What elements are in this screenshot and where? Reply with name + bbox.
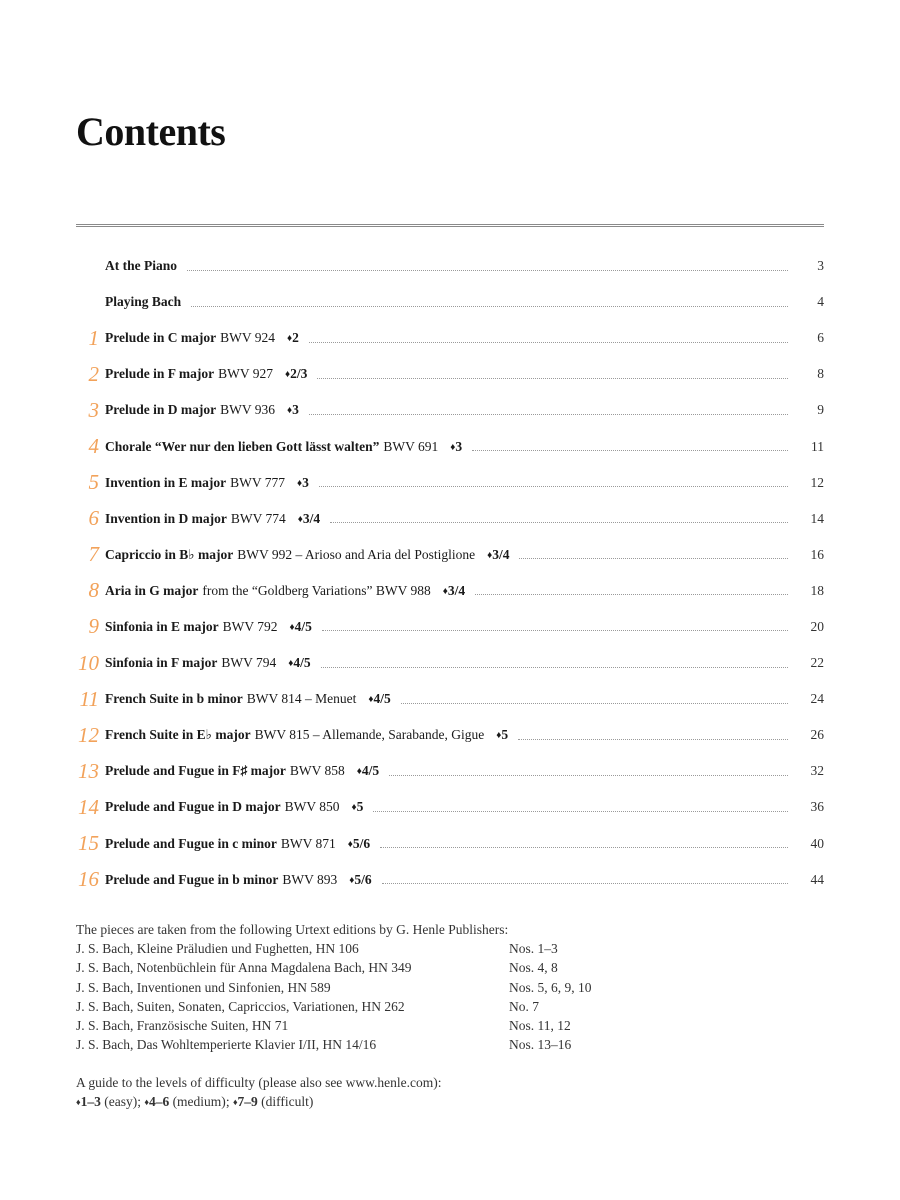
source-numbers: Nos. 13–16	[509, 1037, 572, 1053]
entry-text	[105, 872, 372, 888]
toc-entry[interactable]	[76, 248, 824, 284]
toc-entry[interactable]	[76, 356, 824, 392]
difficulty-level	[285, 366, 307, 381]
diamond-icon: ♦	[76, 1097, 81, 1108]
source-numbers: Nos. 11, 12	[509, 1018, 571, 1034]
source-edition: J. S. Bach, Das Wohltemperierte Klavier I/II, HN 14/16	[76, 1037, 377, 1053]
dot-leader	[330, 522, 788, 523]
diamond-icon: ♦	[347, 838, 353, 850]
level-separator: ;	[137, 1094, 141, 1110]
toc-entry[interactable]	[76, 609, 824, 645]
entry-text	[105, 655, 311, 671]
difficulty-value: 5/6	[354, 871, 372, 887]
entry-title: Prelude in D major	[105, 402, 217, 418]
diamond-icon: ♦	[351, 802, 357, 814]
toc-entry[interactable]	[76, 320, 824, 356]
diamond-icon: ♦	[487, 549, 493, 561]
toc-entry[interactable]	[76, 681, 824, 717]
diamond-icon: ♦	[356, 766, 362, 778]
difficulty-value: 5	[501, 727, 509, 743]
toc-entry[interactable]	[76, 501, 824, 537]
level-label: (difficult)	[261, 1094, 314, 1110]
entry-text	[105, 763, 379, 779]
entry-text	[105, 727, 508, 743]
difficulty-value: 4/5	[294, 618, 312, 634]
sources-table	[76, 939, 592, 1054]
entry-title: Prelude and Fugue in D major	[105, 799, 281, 815]
entry-number: 6	[88, 506, 99, 531]
toc-entry[interactable]	[76, 862, 824, 898]
dot-leader	[317, 378, 788, 379]
level-label: (medium)	[172, 1094, 226, 1110]
entry-text	[105, 294, 181, 310]
dot-leader	[519, 558, 788, 559]
source-numbers: Nos. 4, 8	[509, 960, 558, 976]
toc-entry[interactable]	[76, 826, 824, 862]
page-number: 16	[810, 546, 824, 562]
entry-number: 9	[88, 614, 99, 639]
entry-number: 15	[78, 831, 99, 856]
level-separator: ;	[225, 1094, 230, 1110]
page-number: 8	[817, 366, 824, 382]
difficulty-level	[290, 619, 312, 634]
entry-text	[105, 619, 312, 635]
diamond-icon: ♦	[287, 333, 293, 345]
difficulty-value: 3	[302, 474, 309, 490]
dot-leader	[518, 739, 788, 740]
page-number: 18	[810, 582, 824, 598]
difficulty-level	[496, 727, 508, 742]
source-numbers: Nos. 5, 6, 9, 10	[509, 979, 592, 995]
entry-text	[105, 330, 299, 346]
entry-number: 7	[88, 542, 99, 567]
entry-title: Aria in G major	[105, 582, 199, 598]
entry-number: 3	[88, 397, 99, 422]
difficulty-level	[357, 763, 379, 778]
dot-leader	[373, 811, 788, 812]
level-range: 4–6	[148, 1094, 170, 1110]
entry-text	[105, 402, 299, 418]
toc-entry[interactable]	[76, 645, 824, 681]
dot-leader	[475, 594, 788, 595]
source-row	[76, 939, 592, 958]
diamond-icon: ♦	[144, 1097, 149, 1108]
page-number: 22	[810, 655, 824, 671]
difficulty-value: 4/5	[293, 655, 311, 671]
source-edition: J. S. Bach, Kleine Präludien und Fughetten, HN 106	[76, 941, 359, 957]
page-number: 32	[810, 763, 824, 779]
dot-leader	[382, 883, 788, 884]
entry-number: 1	[88, 325, 99, 350]
diamond-icon: ♦	[297, 477, 303, 489]
difficulty-value: 4/5	[373, 691, 391, 707]
level-range: 1–3	[80, 1094, 101, 1110]
entry-catalogue: BWV 850	[284, 799, 340, 815]
entry-catalogue: BWV 691	[383, 438, 439, 454]
level-label: (easy)	[104, 1094, 138, 1110]
entry-catalogue: BWV 815 – Allemande, Sarabande, Gigue	[254, 727, 485, 743]
difficulty-level	[298, 511, 320, 526]
entry-title: Invention in D major	[105, 510, 227, 526]
level-range: 7–9	[237, 1094, 258, 1110]
diamond-icon: ♦	[442, 585, 448, 597]
entry-catalogue: BWV 924	[220, 330, 276, 346]
entry-title: Prelude and Fugue in c minor	[105, 835, 277, 851]
entry-number: 14	[78, 794, 99, 819]
page-number: 24	[810, 691, 824, 707]
page-title: Contents	[76, 109, 226, 154]
entry-catalogue: BWV 871	[280, 835, 336, 851]
difficulty-level	[352, 799, 364, 814]
entry-text	[105, 691, 391, 707]
entry-title: Playing Bach	[105, 294, 182, 310]
dot-leader	[191, 306, 788, 307]
source-edition: J. S. Bach, Inventionen und Sinfonien, HN 589	[76, 979, 331, 995]
diamond-icon: ♦	[232, 1097, 238, 1108]
toc-entry[interactable]	[76, 789, 824, 825]
page-number: 11	[811, 438, 824, 454]
toc-entry[interactable]	[76, 392, 824, 428]
entry-catalogue: BWV 927	[218, 366, 273, 382]
source-row	[76, 1035, 592, 1054]
difficulty-level	[287, 402, 299, 417]
difficulty-value: 3/4	[492, 546, 510, 562]
entry-catalogue: from the “Goldberg Variations” BWV 988	[202, 582, 431, 598]
toc-entry[interactable]	[76, 465, 824, 501]
difficulty-intro: A guide to the levels of difficulty (please also see www.henle.com):	[76, 1075, 442, 1090]
entry-number: 11	[79, 686, 99, 711]
entry-text	[105, 547, 509, 563]
difficulty-level	[443, 583, 465, 598]
entry-title: French Suite in E♭ major	[105, 727, 251, 743]
difficulty-level	[450, 439, 462, 454]
dot-leader	[380, 847, 788, 848]
difficulty-value: 2/3	[290, 366, 308, 382]
source-row	[76, 1016, 592, 1035]
entry-catalogue: BWV 936	[220, 402, 276, 418]
difficulty-level	[287, 330, 299, 345]
page-number: 4	[817, 294, 824, 310]
source-edition: J. S. Bach, Französische Suiten, HN 71	[76, 1018, 289, 1034]
entry-catalogue: BWV 992 – Arioso and Aria del Postiglione	[237, 546, 476, 562]
diamond-icon: ♦	[496, 730, 502, 742]
difficulty-level	[487, 547, 509, 562]
page-number: 6	[817, 330, 824, 346]
entry-text	[105, 439, 462, 455]
dot-leader	[309, 342, 788, 343]
difficulty-value: 3/4	[302, 510, 321, 526]
entry-number: 12	[78, 722, 99, 747]
page-number: 40	[810, 835, 824, 851]
source-edition: J. S. Bach, Notenbüchlein für Anna Magdalena Bach, HN 349	[76, 960, 412, 976]
dot-leader	[187, 270, 788, 271]
dot-leader	[401, 703, 788, 704]
toc-entry[interactable]	[76, 428, 824, 464]
diamond-icon: ♦	[285, 369, 291, 381]
diamond-icon: ♦	[450, 441, 456, 453]
toc-entry[interactable]	[76, 284, 824, 320]
difficulty-value: 5/6	[352, 835, 371, 851]
difficulty-level	[348, 836, 370, 851]
difficulty-value: 3	[455, 438, 463, 454]
entry-number: 5	[88, 470, 99, 495]
diamond-icon: ♦	[349, 874, 355, 886]
dot-leader	[472, 450, 788, 451]
sources-section	[76, 920, 636, 1054]
entry-title: Invention in E major	[105, 474, 227, 490]
diamond-icon: ♦	[368, 694, 374, 706]
dot-leader	[309, 414, 788, 415]
entry-title: Capriccio in B♭ major	[105, 546, 234, 562]
entry-catalogue: BWV 794	[221, 655, 277, 671]
dot-leader	[389, 775, 788, 776]
toc-entry[interactable]	[76, 573, 824, 609]
entry-title: Prelude and Fugue in b minor	[105, 871, 279, 887]
source-numbers: No. 7	[509, 998, 539, 1014]
entry-number: 13	[78, 758, 99, 783]
entry-title: Prelude and Fugue in F♯ major	[105, 763, 286, 779]
difficulty-value: 3/4	[447, 582, 466, 598]
entry-text	[105, 836, 370, 852]
source-row	[76, 978, 592, 997]
toc-entry[interactable]	[76, 717, 824, 753]
difficulty-level	[288, 655, 310, 670]
page-number: 9	[817, 402, 824, 418]
difficulty-guide	[76, 1073, 676, 1112]
entry-catalogue: BWV 858	[289, 763, 345, 779]
dot-leader	[319, 486, 788, 487]
entry-catalogue: BWV 774	[230, 510, 286, 526]
table-of-contents	[76, 248, 824, 898]
page-number: 14	[810, 510, 824, 526]
entry-title: French Suite in b minor	[105, 691, 243, 707]
toc-entry[interactable]	[76, 537, 824, 573]
dot-leader	[322, 630, 788, 631]
entry-title: Prelude in F major	[105, 366, 215, 382]
difficulty-value: 2	[292, 330, 299, 346]
entry-text	[105, 799, 363, 815]
entry-title: Sinfonia in F major	[105, 655, 218, 671]
entry-number: 2	[88, 361, 99, 386]
entry-catalogue: BWV 814 – Menuet	[246, 691, 357, 707]
source-row	[76, 958, 592, 977]
entry-text	[105, 583, 465, 599]
entry-title: At the Piano	[105, 258, 177, 274]
difficulty-value: 4/5	[361, 763, 380, 779]
page-number: 3	[817, 258, 824, 274]
difficulty-level	[297, 475, 309, 490]
entry-text	[105, 258, 177, 274]
dot-leader	[321, 667, 788, 668]
source-row	[76, 997, 592, 1016]
difficulty-value: 3	[292, 402, 299, 418]
entry-catalogue: BWV 777	[230, 474, 286, 490]
source-numbers: Nos. 1–3	[509, 941, 558, 957]
entry-title: Chorale “Wer nur den lieben Gott lässt walten”	[105, 438, 380, 454]
difficulty-value: 5	[356, 799, 364, 815]
diamond-icon: ♦	[289, 621, 295, 633]
page-number: 12	[810, 474, 824, 490]
entry-number: 4	[88, 434, 99, 459]
toc-entry[interactable]	[76, 753, 824, 789]
page-number: 44	[810, 871, 824, 887]
entry-title: Prelude in C major	[105, 330, 217, 346]
page-number: 36	[810, 799, 824, 815]
entry-text	[105, 511, 320, 527]
sources-intro: The pieces are taken from the following Urtext editions by G. Henle Publishers:	[76, 922, 509, 937]
entry-number: 8	[88, 578, 99, 603]
entry-text	[105, 366, 307, 382]
difficulty-levels	[76, 1092, 676, 1112]
entry-title: Sinfonia in E major	[105, 618, 219, 634]
source-edition: J. S. Bach, Suiten, Sonaten, Capriccios, Variationen, HN 262	[76, 998, 405, 1014]
entry-catalogue: BWV 893	[282, 871, 338, 887]
entry-catalogue: BWV 792	[222, 618, 278, 634]
diamond-icon: ♦	[297, 513, 303, 525]
entry-number: 10	[78, 650, 99, 675]
diamond-icon: ♦	[287, 405, 293, 417]
entry-number: 16	[78, 867, 99, 892]
difficulty-level	[349, 872, 371, 887]
entry-text	[105, 475, 309, 491]
diamond-icon: ♦	[288, 658, 294, 670]
title-rule	[76, 224, 824, 227]
page-number: 26	[810, 727, 824, 743]
difficulty-level	[368, 691, 390, 706]
page-number: 20	[810, 618, 824, 634]
